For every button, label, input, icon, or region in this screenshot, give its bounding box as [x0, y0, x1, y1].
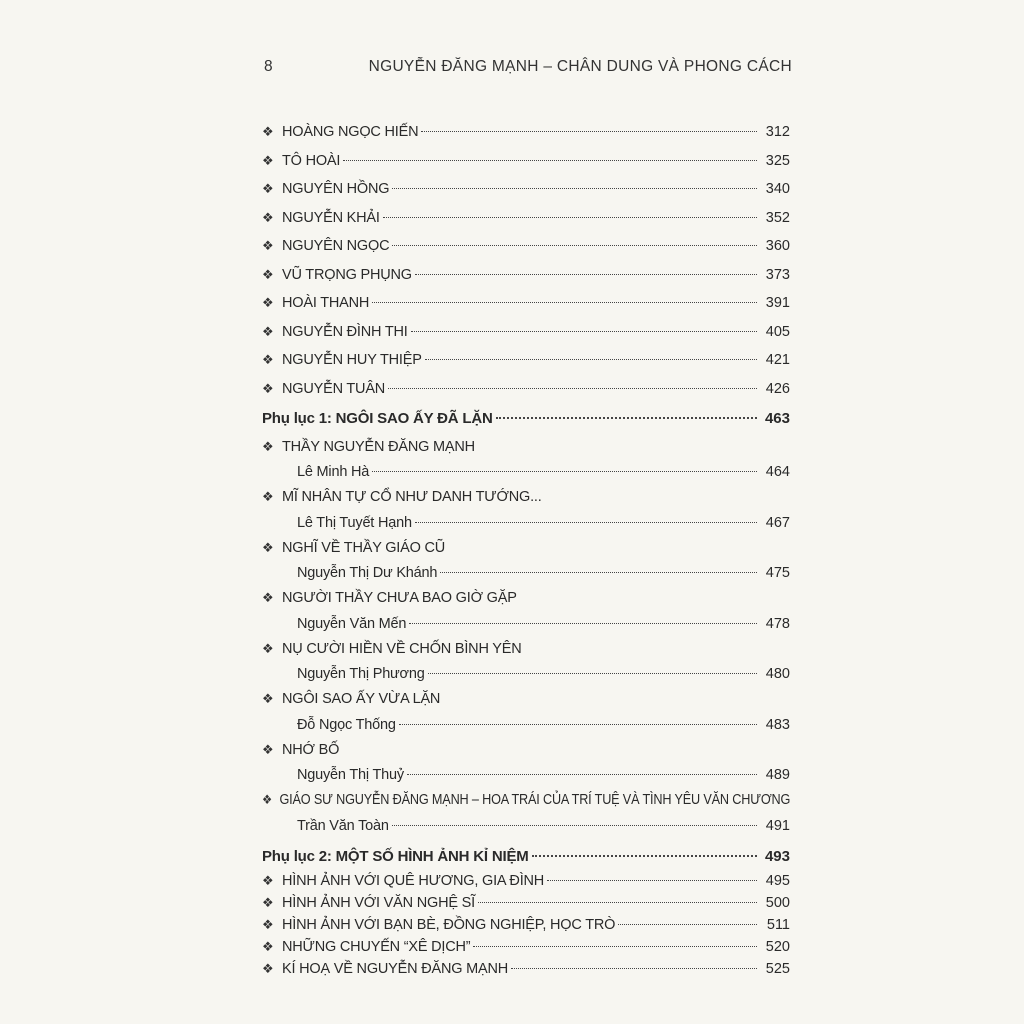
toc-entry [262, 261, 790, 290]
dot-leader [425, 359, 757, 360]
entry-title: NGHĨ VỀ THẦY GIÁO CŨ [282, 539, 446, 556]
toc-entry [262, 118, 790, 147]
toc-entry [262, 375, 790, 404]
page-ref: 352 [765, 209, 790, 226]
entry-title: HÌNH ẢNH VỚI QUÊ HƯƠNG, GIA ĐÌNH [282, 873, 545, 889]
entry-title: NHỮNG CHUYẾN “XÊ DỊCH” [282, 939, 471, 955]
page-ref: 500 [765, 895, 790, 911]
toc-entry [262, 175, 790, 204]
entry-title: HOÀNG NGỌC HIẾN [282, 124, 419, 140]
entry-title: NGÔI SAO ẤY VỪA LẶN [282, 691, 441, 707]
appendix-1 [262, 405, 790, 837]
entry-author: Nguyễn Thị Dư Khánh [297, 565, 438, 581]
entry-title-line [262, 483, 790, 512]
diamond-bullet-icon: ❖ [262, 323, 274, 339]
toc-entry [262, 318, 790, 347]
entry-title: KÍ HOẠ VỀ NGUYỄN ĐĂNG MẠNH [282, 961, 509, 977]
appendix-title: Phụ lục 2: MỘT SỐ HÌNH ẢNH KỈ NIỆM [262, 847, 529, 865]
toc-entry [262, 433, 790, 484]
page-ref: 391 [765, 295, 790, 311]
diamond-bullet-icon: ❖ [262, 590, 274, 605]
entry-title: NGUYỄN TUÂN [282, 380, 386, 397]
dot-leader [343, 160, 757, 161]
diamond-bullet-icon: ❖ [262, 266, 274, 282]
entry-author: Nguyễn Thị Phương [297, 666, 425, 682]
entry-author: Nguyễn Thị Thuỷ [297, 767, 404, 783]
dot-leader [388, 388, 757, 389]
page-ref: 480 [765, 666, 790, 682]
toc-entry [262, 685, 790, 736]
toc-entry [262, 635, 790, 686]
entry-title-line [262, 786, 790, 815]
appendix-heading [262, 405, 790, 433]
toc-entry [262, 958, 790, 980]
dot-leader [618, 924, 757, 925]
diamond-bullet-icon: ❖ [262, 691, 274, 706]
toc-entry [262, 483, 790, 534]
diamond-bullet-icon: ❖ [262, 152, 274, 168]
entry-author: Đỗ Ngọc Thống [297, 716, 396, 733]
dot-leader [478, 902, 757, 903]
entry-title: THẦY NGUYỄN ĐĂNG MẠNH [282, 438, 475, 455]
appendix-2 [262, 843, 790, 981]
entry-author-line [262, 512, 790, 534]
entry-title: MĨ NHÂN TỰ CỔ NHƯ DANH TƯỚNG... [282, 489, 542, 505]
dot-leader [372, 302, 757, 303]
entry-title: VŨ TRỌNG PHỤNG [282, 266, 412, 283]
entry-title: NỤ CƯỜI HIỀN VỀ CHỐN BÌNH YÊN [282, 640, 522, 657]
page-ref: 426 [765, 380, 790, 397]
page-ref: 475 [765, 565, 790, 581]
toc-entry [262, 289, 790, 318]
dot-leader [392, 245, 757, 246]
entry-author-line [262, 562, 790, 584]
entry-title-line [262, 584, 790, 613]
dot-leader [407, 774, 757, 775]
entry-title: HÌNH ẢNH VỚI VĂN NGHỆ SĨ [282, 895, 475, 911]
entry-author: Trần Văn Toàn [297, 817, 389, 834]
diamond-bullet-icon: ❖ [262, 873, 274, 888]
toc-entry [262, 346, 790, 375]
running-title: NGUYỄN ĐĂNG MẠNH – CHÂN DUNG VÀ PHONG CÁCH [368, 58, 792, 75]
dot-leader [392, 188, 757, 189]
page-ref: 373 [765, 266, 790, 283]
page-ref: 491 [765, 817, 790, 834]
entry-author-line [262, 663, 790, 685]
diamond-bullet-icon: ❖ [262, 939, 274, 954]
toc-entry [262, 736, 790, 787]
entry-author: Lê Minh Hà [297, 464, 370, 480]
dot-leader [496, 417, 757, 419]
toc-entry [262, 204, 790, 233]
dot-leader [547, 880, 757, 881]
entry-title-line [262, 736, 790, 765]
appendix-heading [262, 843, 790, 871]
diamond-bullet-icon: ❖ [262, 438, 274, 454]
appendix-title: Phụ lục 1: NGÔI SAO ẤY ĐÃ LẶN [262, 410, 493, 427]
entry-title: NGUYÊN HỒNG [282, 181, 390, 197]
entry-author-line [262, 613, 790, 635]
dot-leader [415, 274, 757, 275]
diamond-bullet-icon: ❖ [262, 380, 274, 396]
entry-title: NGUYÊN NGỌC [282, 238, 390, 254]
entry-title: NGUYỄN KHẢI [282, 209, 380, 226]
page-ref: 489 [765, 767, 790, 783]
page-ref: 467 [765, 514, 790, 531]
toc-entry [262, 936, 790, 958]
page-ref: 312 [765, 124, 790, 140]
dot-leader [421, 131, 757, 132]
page-ref: 325 [765, 152, 790, 169]
entry-author-line [262, 461, 790, 483]
page-ref: 360 [765, 238, 790, 254]
diamond-bullet-icon: ❖ [262, 124, 274, 139]
page-ref: 483 [765, 716, 790, 733]
entry-title: NGƯỜI THẦY CHƯA BAO GIỜ GẶP [282, 590, 517, 606]
diamond-bullet-icon: ❖ [262, 209, 274, 225]
entry-author-line [262, 714, 790, 736]
toc-entry [262, 147, 790, 176]
diamond-bullet-icon: ❖ [262, 295, 274, 310]
diamond-bullet-icon: ❖ [262, 489, 274, 504]
page-ref: 463 [764, 410, 790, 427]
page-ref: 421 [765, 352, 790, 368]
entry-title-line [262, 685, 790, 714]
diamond-bullet-icon: ❖ [262, 792, 273, 807]
entry-title-line [262, 534, 790, 563]
table-of-contents [262, 118, 790, 980]
entry-title: NGUYỄN ĐÌNH THI [282, 323, 408, 340]
entry-title: TÔ HOÀI [282, 152, 341, 169]
entry-title: HÌNH ẢNH VỚI BẠN BÈ, ĐỒNG NGHIỆP, HỌC TRÒ [282, 917, 616, 933]
page-ref: 525 [765, 961, 790, 977]
entry-author-line [262, 764, 790, 786]
diamond-bullet-icon: ❖ [262, 741, 274, 757]
entry-author: Nguyễn Văn Mến [297, 615, 407, 632]
page-ref: 520 [765, 939, 790, 955]
diamond-bullet-icon: ❖ [262, 917, 274, 932]
entry-title-line [262, 433, 790, 462]
dot-leader [372, 471, 757, 472]
entry-title: NHỚ BỐ [282, 741, 340, 758]
diamond-bullet-icon: ❖ [262, 895, 274, 910]
dot-leader [399, 724, 757, 725]
diamond-bullet-icon: ❖ [262, 961, 274, 976]
toc-entry [262, 892, 790, 914]
diamond-bullet-icon: ❖ [262, 238, 274, 253]
page-ref: 464 [765, 464, 790, 480]
toc-entry [262, 870, 790, 892]
page-ref: 478 [765, 615, 790, 632]
entry-title-line [262, 635, 790, 664]
toc-entry [262, 534, 790, 585]
entry-author-line [262, 815, 790, 837]
dot-leader [411, 331, 757, 332]
entries-list [262, 118, 790, 403]
diamond-bullet-icon: ❖ [262, 181, 274, 196]
toc-entry [262, 914, 790, 936]
toc-entry [262, 786, 790, 837]
dot-leader [532, 855, 757, 857]
entry-title: NGUYỄN HUY THIỆP [282, 352, 422, 368]
entry-title: GIÁO SƯ NGUYỄN ĐĂNG MẠNH – HOA TRÁI CỦA TRÍ TUỆ VÀ TÌNH YÊU VĂN CHƯƠNG [279, 792, 791, 808]
dot-leader [473, 946, 757, 947]
diamond-bullet-icon: ❖ [262, 539, 274, 555]
page-ref: 511 [766, 917, 790, 933]
dot-leader [428, 673, 757, 674]
dot-leader [409, 623, 757, 624]
dot-leader [383, 217, 757, 218]
toc-entry [262, 584, 790, 635]
dot-leader [440, 572, 757, 573]
page-ref: 405 [765, 323, 790, 340]
dot-leader [511, 968, 757, 969]
diamond-bullet-icon: ❖ [262, 352, 274, 367]
dot-leader [392, 825, 757, 826]
page-ref: 340 [765, 181, 790, 197]
dot-leader [415, 522, 757, 523]
entry-title: HOÀI THANH [282, 295, 370, 311]
page-ref: 493 [764, 847, 790, 865]
diamond-bullet-icon: ❖ [262, 640, 274, 656]
toc-entry [262, 232, 790, 261]
page-number: 8 [264, 58, 273, 75]
page-ref: 495 [765, 873, 790, 889]
entry-author: Lê Thị Tuyết Hạnh [297, 514, 412, 531]
